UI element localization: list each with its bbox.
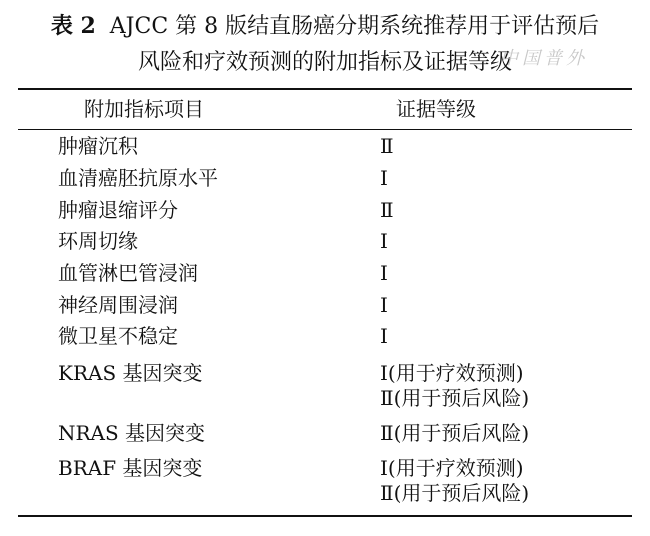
- evidence-line: Ⅱ(用于预后风险): [380, 386, 530, 410]
- header-rule: [18, 129, 632, 130]
- evidence-line: Ⅱ: [380, 198, 394, 222]
- evidence-cell: [380, 166, 388, 191]
- top-rule: [18, 88, 632, 90]
- indicator-cell: BRAF 基因突变: [58, 456, 203, 480]
- evidence-cell: [380, 229, 388, 254]
- indicator-cell: 肿瘤沉积: [58, 134, 138, 158]
- evidence-line: Ⅰ: [380, 261, 388, 285]
- evidence-line: Ⅰ: [380, 293, 388, 317]
- indicator-cell: 肿瘤退缩评分: [58, 198, 178, 222]
- title-line-1: [0, 8, 650, 45]
- indicator-cell: 神经周围浸润: [58, 293, 178, 317]
- indicator-cell: NRAS 基因突变: [58, 421, 206, 445]
- watermark-logo: 中国普外: [500, 48, 588, 69]
- evidence-cell: [380, 361, 529, 411]
- header-evidence: 证据等级: [396, 97, 476, 121]
- evidence-cell: [380, 134, 394, 159]
- header-indicator: 附加指标项目: [84, 97, 204, 121]
- indicator-cell: KRAS 基因突变: [58, 361, 203, 385]
- evidence-cell: [380, 261, 388, 286]
- indicator-cell: 血管淋巴管浸润: [58, 261, 198, 285]
- indicator-cell: 血清癌胚抗原水平: [58, 166, 218, 190]
- evidence-line: Ⅱ(用于预后风险): [380, 481, 530, 505]
- evidence-cell: [380, 456, 529, 506]
- table-number: 表 2: [50, 13, 96, 39]
- evidence-cell: [380, 421, 529, 446]
- title-line-2: 风险和疗效预测的附加指标及证据等级: [137, 50, 512, 75]
- evidence-cell: [380, 293, 388, 318]
- evidence-line: Ⅱ(用于预后风险): [380, 421, 530, 445]
- evidence-line: Ⅰ(用于疗效预测): [380, 361, 524, 385]
- evidence-line: Ⅰ: [380, 229, 388, 253]
- evidence-cell: [380, 324, 388, 349]
- evidence-line: Ⅰ: [380, 166, 388, 190]
- evidence-line: Ⅰ(用于疗效预测): [380, 456, 524, 480]
- indicator-cell: 微卫星不稳定: [58, 324, 178, 348]
- indicator-cell: 环周切缘: [58, 229, 138, 253]
- evidence-line: Ⅰ: [380, 324, 388, 348]
- title-text-1: AJCC 第 8 版结直肠癌分期系统推荐用于评估预后: [109, 14, 600, 39]
- bottom-rule: [18, 515, 632, 517]
- evidence-line: Ⅱ: [380, 134, 394, 158]
- evidence-cell: [380, 198, 394, 223]
